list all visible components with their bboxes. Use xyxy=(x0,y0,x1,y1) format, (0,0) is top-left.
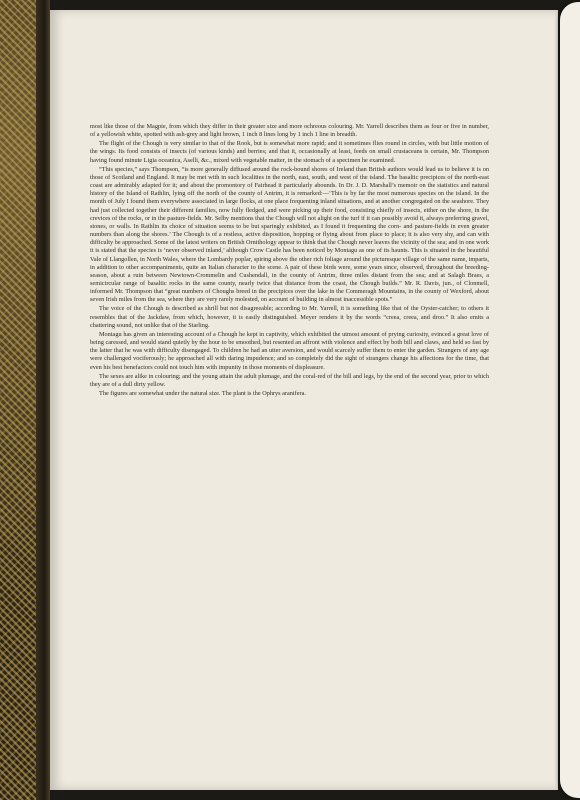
facing-page-edge xyxy=(560,2,580,798)
paragraph: The voice of the Chough is described as shrill but not disagreeable; according to Mr. Yarrell, it is something like that of the Oyster-catcher; to others it resembles that of the Jackdaw, from which, however, it is easily distinguished. Meyer renders it by the words “creea, creea, and droo.” It also emits a chattering sound, not unlike that of the Starling. xyxy=(90,305,489,329)
paragraph: The figures are somewhat under the natural size. The plant is the Ophrys aranifera. xyxy=(99,390,306,397)
paragraph: “This species,” says Thompson, “is more generally diffused around the rock-bound shores of Ireland than British authors would lead us to believe it is on those of Scotland and England. It may be met with in such localities in the north, east, south, and west of the island. The basaltic precipices of the north-east coast are admirably adapted for it; and about the promontory of Fairhead it particularly abounds. In Dr. J. D. Marshall’s memoir on the statistics and natural history of the Island of Rathlin, lying off the north of the county of Antrim, it is remarked:—‘This is by far the most numerous species on the island. In the month of July I found them everywhere associated in large flocks, at one place frequenting inland situations, and at another congregated on the seashore. They had just collected together their different families, now fully fledged, and were picking up their food, consisting chiefly of insects, either on the shore, in the crevices of the rocks, or in the pasture-fields. Mr. Selby mentions that the Chough will not alight on the turf if it can possibly avoid it, always preferring gravel, stones, or walls. In Rathlin its choice of situation seems to be but sparingly exhibited, as I found it frequenting the corn- and pasture-fields in even greater numbers than along the shores.’ The Chough is of a restless, active disposition, hopping or flying about from place to place; it is also very shy, and can with difficulty be approached. Some of the latest writers on British Ornithology appear to think that the Chough never leaves the vicinity of the sea; and in one work it is stated that the species is ‘never observed inland,’ although Crow Castle has been noticed by Montagu as one of its haunts. This is situated in the beautiful Vale of Llangollen, in North Wales, where the Lombardy poplar, spiring above the other rich foliage around the picturesque village of the same name, imparts, in addition to other accompaniments, quite an Italian character to the scene. A pair of these birds were, some years since, observed, throughout the breeding-season, about a ruin between Newtown-Crommelin and Cushendall, in the county of Antrim, three miles distant from the sea; and at Salagh Braes, a semicircular range of basaltic rocks in the same county, nearly twice that distance from the coast, the Chough builds.” Mr. R. Davis, jun., of Clonmell, informed Mr. Thompson that “great numbers of Choughs breed in the precipices over the lake in the Commeragh Mountains, in the county of Wexford, about seven Irish miles from the sea, where they are very rarely molested, on account of building in almost inaccessible spots.” xyxy=(90,165,489,304)
paragraph: The sexes are alike in colouring; and the young attain the adult plumage, and the coral-red of the bill and legs, by the end of the second year, prior to which they are of a dull dirty yellow. xyxy=(90,372,489,388)
paragraph: most like those of the Magpie, from which they differ in their greater size and more ochreous colouring. Mr. Yarrell describes them as four or five in number, of a yellowish white, spotted with ash-grey and light brown, 1 inch 8 lines long by 1 inch 1 line in breadth. xyxy=(90,123,489,139)
paragraph: Montagu has given an interesting account of a Chough he kept in captivity, which exhibited the utmost amount of prying curiosity, evinced a great love of being caressed, and would stand quietly by the hour to be smoothed, but resented an affront with violence and effect by both bill and claws, and held so fast by the latter that he was with difficulty disengaged. To children he had an utter aversion, and would scarcely suffer them to enter the garden. Strangers of any age were challenged vociferously; he approached all with daring impudence; and so completely did the sight of strangers change his affections for the time, that even his best benefactors could not touch him with impunity in those moments of displeasure. xyxy=(90,330,489,371)
spine-edge xyxy=(36,0,50,800)
body-text xyxy=(90,123,489,398)
paragraph: The flight of the Chough is very similar to that of the Rook, but is somewhat more rapid; and it sometimes flies round in circles, with but little motion of the wings. Its food consists of insects (of various kinds) and berries; and that it, occasionally at least, feeds on small crustaceans is certain, Mr. Thompson having found minute Ligia oceanica, Aselli, &c., mixed with vegetable matter, in the stomach of a specimen he examined. xyxy=(90,140,489,164)
marbled-endpaper xyxy=(0,0,36,800)
book-binding xyxy=(0,0,50,800)
